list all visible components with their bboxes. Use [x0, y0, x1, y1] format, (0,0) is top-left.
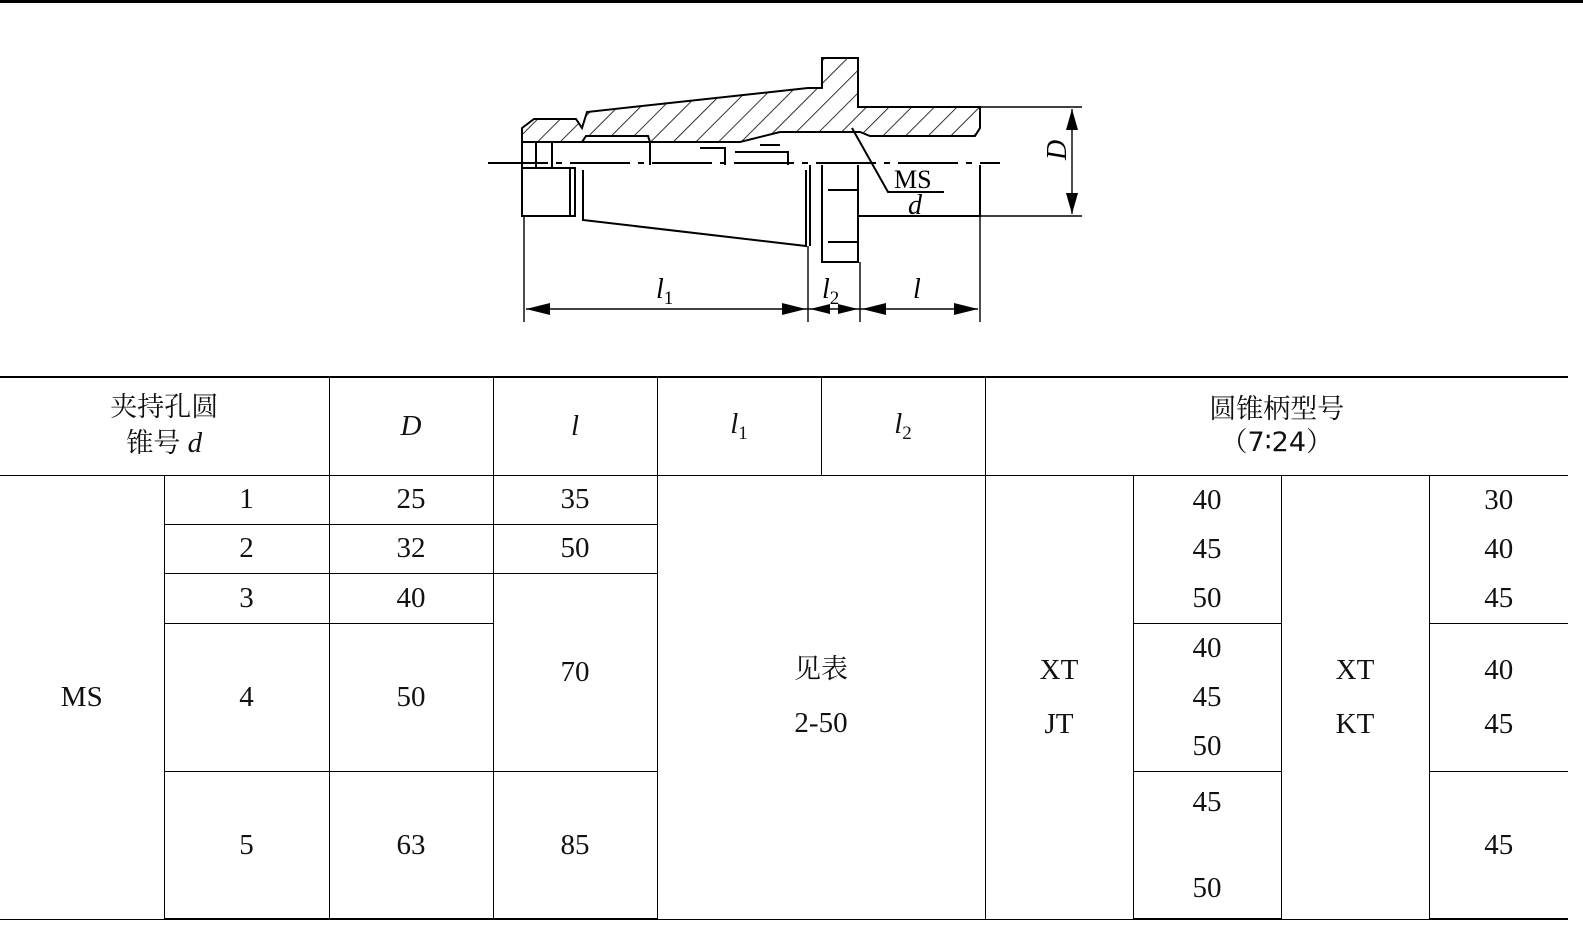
spec-table: [0, 376, 1568, 920]
label-d: d: [908, 190, 922, 221]
label-l2: $l_2$: [822, 274, 840, 309]
l-value: 35: [493, 475, 657, 524]
taper-no: 2: [164, 524, 329, 573]
header-shank-model: 圆锥柄型号 （7∶24）: [985, 377, 1568, 475]
shank-a-sizes-group3: 45 50: [1133, 771, 1281, 919]
D-value: 40: [329, 573, 493, 623]
adapter-drawing: [0, 0, 1583, 360]
table-header-row: [0, 377, 1568, 475]
header-l2: $l_2$: [821, 377, 985, 475]
see-table-cell: 见表 2-50: [657, 475, 985, 919]
hatched-section: [522, 58, 980, 142]
label-MS: MS: [894, 165, 932, 194]
taper-no: 5: [164, 771, 329, 919]
shank-a-sizes-group2: 40 45 50: [1133, 623, 1281, 771]
taper-no: 4: [164, 623, 329, 771]
shank-b-sizes-group3: 45: [1429, 771, 1568, 919]
taper-no: 3: [164, 573, 329, 623]
l-value: 85: [493, 771, 657, 919]
flange: [822, 165, 858, 262]
label-D: D: [1042, 139, 1073, 160]
shank-type-xt-kt: XT KT: [1281, 475, 1429, 919]
l-value: 50: [493, 524, 657, 573]
shank-a-sizes-group1: 40 45 50: [1133, 475, 1281, 623]
header-taper-no: 夹持孔圆 锥号 d: [0, 377, 329, 475]
l-value-merged: 70: [493, 573, 657, 771]
label-l: l: [913, 274, 921, 305]
D-value: 50: [329, 623, 493, 771]
header-l: l: [493, 377, 657, 475]
shank-b-sizes-group1: 30 40 45: [1429, 475, 1568, 623]
label-l1: $l_1$: [656, 274, 674, 309]
taper-body: [583, 170, 806, 246]
header-D: D: [329, 377, 493, 475]
shank-b-sizes-group2: 40 45: [1429, 623, 1568, 771]
D-value: 63: [329, 771, 493, 919]
ms-cell: MS: [0, 475, 164, 919]
shank-type-xt-jt: XT JT: [985, 475, 1133, 919]
D-value: 32: [329, 524, 493, 573]
header-l1: $l_1$: [657, 377, 821, 475]
D-value: 25: [329, 475, 493, 524]
taper-no: 1: [164, 475, 329, 524]
table-row: [0, 475, 1568, 524]
